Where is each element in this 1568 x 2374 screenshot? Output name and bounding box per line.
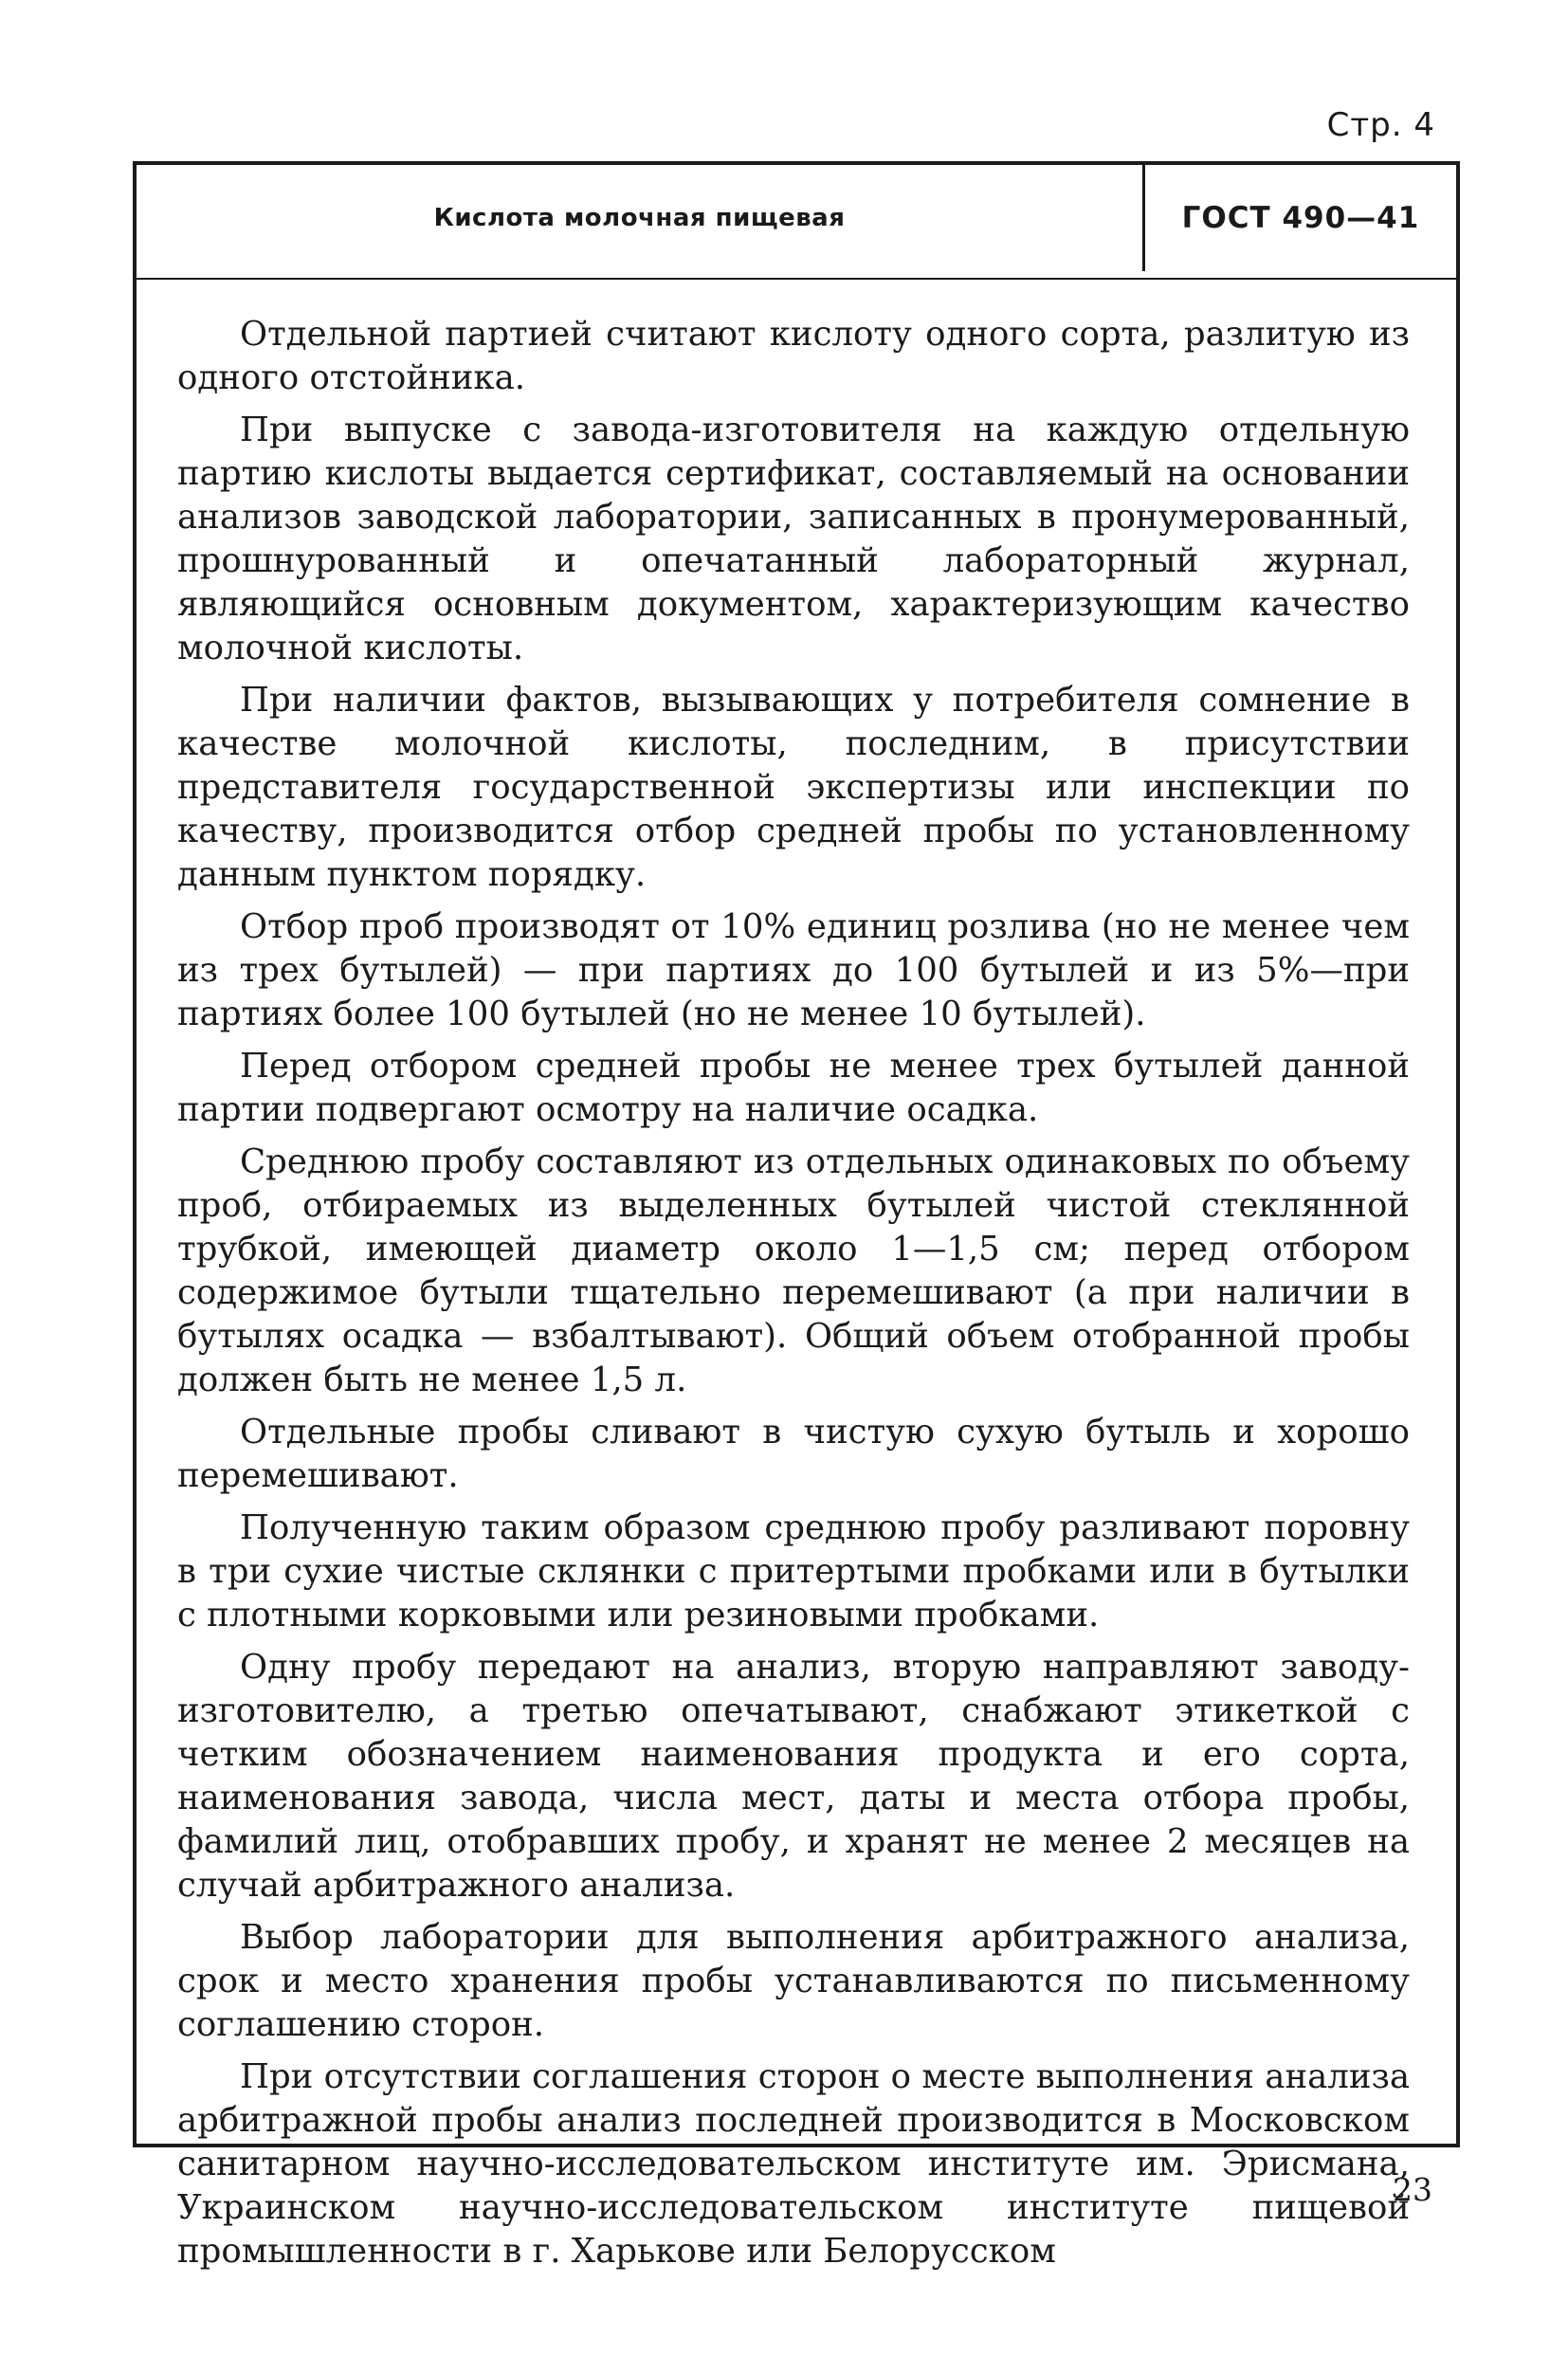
paragraph: При наличии фактов, вызывающих у потребителя сомнение в качестве молочной кислоты, последним, в присутствии представителя государственной экспертизы или инспекции по качеству, производится отбор средней пробы по установленному данным пунктом порядку.	[177, 681, 1410, 894]
paragraph: Отбор проб производят от 10% единиц розлива (но не менее чем из трех бутылей) — при партиях до 100 бутылей и из 5%—при партиях более 100 бутылей (но не менее 10 бутылей).	[177, 907, 1410, 1033]
paragraph: Отдельной партией считают кислоту одного сорта, разлитую из одного отстойника.	[177, 315, 1410, 397]
paragraph: Одну пробу передают на анализ, вторую направляют заводу-изготовителю, а третью опечатывают, снабжают этикеткой с четким обозначением наименования продукта и его сорта, наименования завода, числа мест, даты и места отбора пробы, фамилий лиц, отобравших пробу, и хранят не менее 2 месяцев на случай арбитражного анализа.	[177, 1648, 1410, 1905]
paragraph: При отсутствии соглашения сторон о месте выполнения анализа арбитражной пробы анализ последней производится в Московском санитарном научно-исследовательском институте им. Эрисмана, Украинском научно-исследовательском институте пищевой промышленности в г. Харькове или Белорусском	[177, 2057, 1411, 2271]
paragraph: Отдельные пробы сливают в чистую сухую бутыль и хорошо перемешивают.	[177, 1413, 1410, 1495]
paragraph: При выпуске с завода-изготовителя на каждую отдельную партию кислоты выдается сертификат, составляемый на основании анализов заводской лаборатории, записанных в пронумерованный, прошнурованный и опечатанный лабораторный журнал, являющийся основным документом, характеризующим качество молочной кислоты.	[177, 411, 1410, 667]
header-divider	[133, 278, 1460, 280]
standard-number: ГОСТ 490—41	[1181, 201, 1420, 235]
document-body	[177, 313, 1410, 2282]
paragraph: Среднюю пробу составляют из отдельных одинаковых по объему проб, отбираемых из выделенных бутылей чистой стеклянной трубкой, имеющей диаметр около 1—1,5 см; перед отбором содержимое бутыли тщательно перемешивают (а при наличии в бутылях осадка — взбалтывают). Общий объем отобранной пробы должен быть не менее 1,5 л.	[177, 1142, 1410, 1399]
paragraph: Перед отбором средней пробы не менее трех бутылей данной партии подвергают осмотру на наличие осадка.	[177, 1047, 1410, 1129]
paragraph: Полученную таким образом среднюю пробу разливают поровну в три сухие чистые склянки с притертыми пробками или в бутылки с плотными корковыми или резиновыми пробками.	[177, 1508, 1410, 1634]
paragraph: Выбор лаборатории для выполнения арбитражного анализа, срок и место хранения пробы устанавливаются по письменному соглашению сторон.	[177, 1918, 1410, 2044]
header-title: Кислота молочная пищевая	[433, 204, 846, 232]
page-label: Стр. 4	[1326, 106, 1435, 144]
page-number: 23	[1393, 2171, 1432, 2208]
